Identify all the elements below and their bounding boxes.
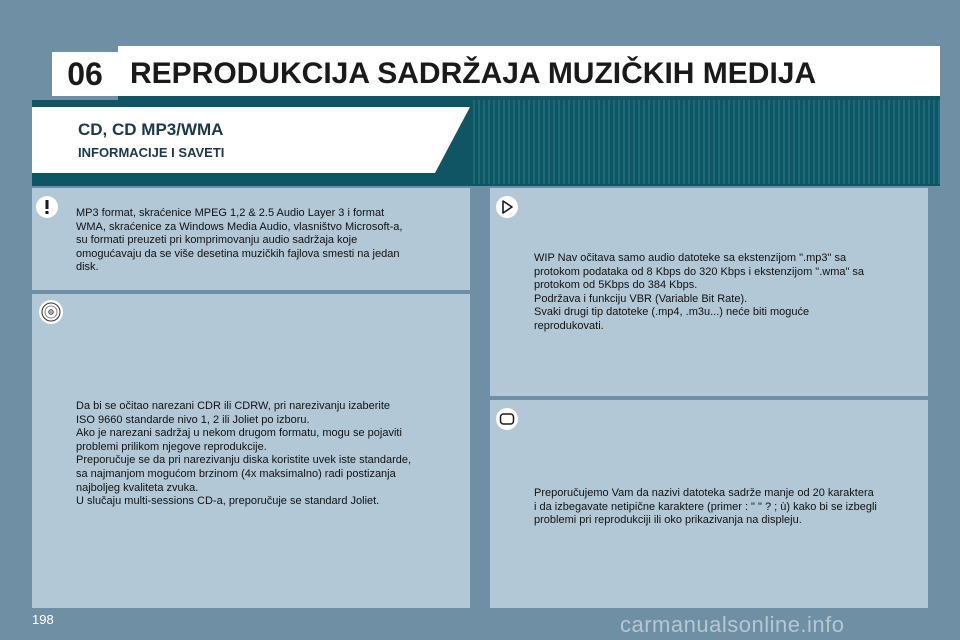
- exclamation-icon: [36, 196, 58, 218]
- section-subtitle: INFORMACIJE I SAVETI: [78, 145, 225, 160]
- panel-play-text: WIP Nav očitava samo audio datoteke sa ekstenzijom ".mp3" sa protokom podataka od 8 Kbps do 320 Kbps i ekstenzijom ".wma" sa protokom od 5Kbps do 384 Kbps. Podržava i funkciju VBR (Variable Bit Rate). Svaki drugi tip datoteke (.mp4, .m3u...) neće biti moguće reprodukovati.: [534, 252, 865, 332]
- display-icon: [496, 408, 518, 430]
- panel-cd-text: Da bi se očitao narezani CDR ili CDRW, pri narezivanju izaberite ISO 9660 standarde nivo 1, 2 ili Joliet po izboru. Ako je narezani sadržaj u nekom drugom formatu, mogu se pojaviti problemi prilikom njegove reprodukcije. Preporučuje se da pri narezivanju diska koristite uvek iste standarde, sa najmanjom mogućom brzinom (4x maksimalno) radi postizanja najboljeg kvaliteta zvuka. U slučaju multi-sessions CD-a, preporučuje se standard Joliet.: [76, 400, 412, 508]
- section-title: CD, CD MP3/WMA: [78, 120, 224, 139]
- play-icon: [496, 196, 518, 218]
- panel-display-text: Preporučujemo Vam da nazivi datoteka sadrže manje od 20 karaktera i da izbegavate netipične karaktere (primer : " " ? ; ù) kako bi se izbegli problemi pri reprodukciji ili oko prikazivanja na displeju.: [534, 487, 877, 527]
- section-heading-box: [32, 107, 470, 173]
- page-number: 198: [32, 612, 54, 627]
- page-title: REPRODUKCIJA SADRŽAJA MUZIČKIH MEDIJA: [130, 57, 817, 90]
- watermark: carmanualsonline.info: [620, 612, 845, 637]
- header-stripes: [470, 100, 940, 184]
- cd-disc-icon: [39, 300, 63, 324]
- chapter-number: 06: [52, 52, 118, 96]
- panel-warning-text: MP3 format, skraćenice MPEG 1,2 & 2.5 Audio Layer 3 i format WMA, skraćenice za Windows Media Audio, vlasništvo Microsoft-a, su formati preuzeti pri komprimovanju audio sadržaja koje omogućavaju da se više desetina muzičkih fajlova smesti na jedan disk.: [76, 207, 403, 274]
